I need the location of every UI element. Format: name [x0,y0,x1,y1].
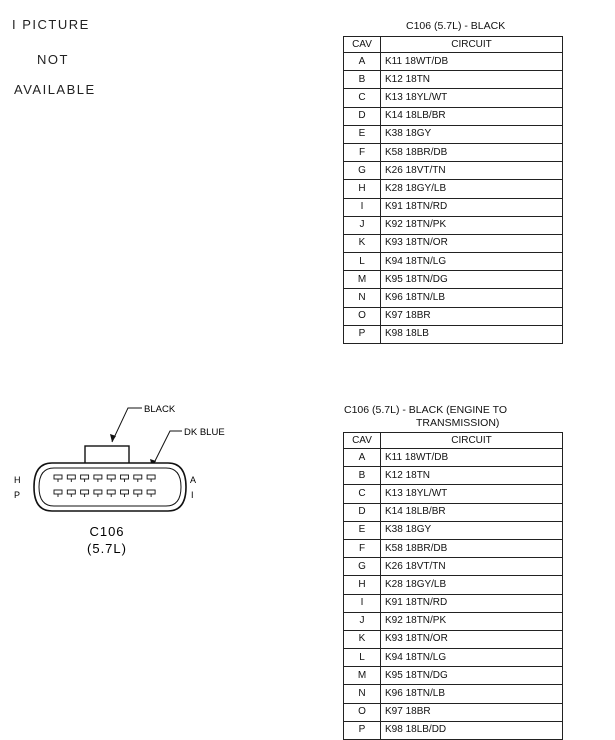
pin-cavity-bottom [121,490,129,494]
table-row [344,234,563,252]
cav-cell: P [344,721,381,739]
pin-cavity-top [94,475,102,479]
circuit-cell: K94 18TN/LG [381,253,563,271]
table-row [344,53,563,71]
circuit-cell: K94 18TN/LG [381,649,563,667]
cav-cell: F [344,539,381,557]
table-header-row [344,37,563,53]
table-row [344,630,563,648]
pinout-table-2 [343,432,563,740]
leader-line-black [112,408,142,442]
table-row [344,89,563,107]
cav-cell: G [344,162,381,180]
circuit-cell: K98 18LB [381,325,563,343]
leader-line-dk-blue [152,431,182,467]
circuit-cell: K97 18BR [381,307,563,325]
cav-cell: E [344,125,381,143]
circuit-cell: K38 18GY [381,521,563,539]
circuit-cell: K28 18GY/LB [381,576,563,594]
circuit-cell: K96 18TN/LB [381,685,563,703]
connector-body-outer [34,463,186,511]
picture-notice-line1: I PICTURE [12,17,90,32]
pin-cavity-bottom [147,490,155,494]
pin-cavity-bottom [107,490,115,494]
table-row [344,180,563,198]
table-row [344,612,563,630]
circuit-cell: K14 18LB/BR [381,107,563,125]
cav-cell: P [344,325,381,343]
table-row [344,162,563,180]
circuit-cell: K95 18TN/DG [381,667,563,685]
pinout-table-1 [343,36,563,344]
table-row [344,594,563,612]
table-row [344,449,563,467]
table-row [344,253,563,271]
circuit-cell: K91 18TN/RD [381,594,563,612]
table-row [344,307,563,325]
table-row [344,685,563,703]
pin-label-h: H [14,475,21,485]
table-row [344,198,563,216]
table-row [344,71,563,89]
table-row [344,467,563,485]
circuit-cell: K58 18BR/DB [381,143,563,161]
table-row [344,216,563,234]
pin-cavity-top [134,475,142,479]
cav-cell: E [344,521,381,539]
connector-name: C106 [89,524,125,539]
pin-cavity-bottom [67,490,75,494]
circuit-cell: K97 18BR [381,703,563,721]
table-row [344,721,563,739]
circuit-cell: K92 18TN/PK [381,612,563,630]
cav-cell: C [344,485,381,503]
cav-cell: H [344,576,381,594]
circuit-cell: K96 18TN/LB [381,289,563,307]
circuit-cell: K26 18VT/TN [381,162,563,180]
circuit-cell: K12 18TN [381,467,563,485]
circuit-cell: K11 18WT/DB [381,449,563,467]
pin-cavity-top [121,475,129,479]
circuit-cell: K11 18WT/DB [381,53,563,71]
circuit-cell: K98 18LB/DD [381,721,563,739]
cav-cell: H [344,180,381,198]
column-header-circuit: CIRCUIT [381,37,563,53]
circuit-cell: K13 18YL/WT [381,485,563,503]
cav-cell: N [344,289,381,307]
circuit-cell: K91 18TN/RD [381,198,563,216]
circuit-cell: K93 18TN/OR [381,234,563,252]
pin-cavity-top [81,475,89,479]
cav-cell: I [344,594,381,612]
circuit-cell: K38 18GY [381,125,563,143]
column-header-cav: CAV [344,433,381,449]
pin-cavity-bottom [134,490,142,494]
table2-title-line1: C106 (5.7L) - BLACK (ENGINE TO [344,404,508,416]
table-row [344,125,563,143]
cav-cell: L [344,253,381,271]
table1-title: C106 (5.7L) - BLACK [406,20,506,32]
table2-title-line2: TRANSMISSION) [416,417,500,429]
table-row [344,107,563,125]
column-header-circuit: CIRCUIT [381,433,563,449]
cav-cell: M [344,271,381,289]
pin-cavity-top [147,475,155,479]
table-row [344,576,563,594]
cav-cell: J [344,216,381,234]
pin-cavity-top [67,475,75,479]
cav-cell: D [344,107,381,125]
table-header-row [344,433,563,449]
cav-cell: B [344,71,381,89]
picture-notice-line2: NOT [37,52,69,67]
pin-label-i: I [191,490,194,500]
label-dk-blue: DK BLUE [184,427,225,438]
table-row [344,649,563,667]
connector-diagram [0,390,240,570]
circuit-cell: K14 18LB/BR [381,503,563,521]
cav-cell: N [344,685,381,703]
table-row [344,485,563,503]
label-black: BLACK [144,404,176,415]
pin-label-a: A [190,475,197,485]
cav-cell: M [344,667,381,685]
pin-cavity-bottom [81,490,89,494]
table-row [344,539,563,557]
pin-cavity-bottom [54,490,62,494]
table-row [344,521,563,539]
circuit-cell: K13 18YL/WT [381,89,563,107]
pin-cavity-top [107,475,115,479]
cav-cell: I [344,198,381,216]
cav-cell: A [344,449,381,467]
pin-label-p: P [14,490,21,500]
pin-cavity-top [54,475,62,479]
table-row [344,558,563,576]
picture-notice-line3: AVAILABLE [14,82,96,97]
circuit-cell: K92 18TN/PK [381,216,563,234]
circuit-cell: K12 18TN [381,71,563,89]
cav-cell: A [344,53,381,71]
circuit-cell: K58 18BR/DB [381,539,563,557]
cav-cell: K [344,630,381,648]
table-row [344,325,563,343]
connector-latch [85,446,129,464]
cav-cell: G [344,558,381,576]
circuit-cell: K26 18VT/TN [381,558,563,576]
table-row [344,289,563,307]
cav-cell: J [344,612,381,630]
circuit-cell: K95 18TN/DG [381,271,563,289]
table-row [344,667,563,685]
cav-cell: O [344,307,381,325]
cav-cell: L [344,649,381,667]
cav-cell: F [344,143,381,161]
pin-cavity-bottom [94,490,102,494]
cav-cell: O [344,703,381,721]
cav-cell: K [344,234,381,252]
table-row [344,143,563,161]
cav-cell: B [344,467,381,485]
circuit-cell: K28 18GY/LB [381,180,563,198]
table-row [344,503,563,521]
table-row [344,271,563,289]
column-header-cav: CAV [344,37,381,53]
cav-cell: D [344,503,381,521]
cav-cell: C [344,89,381,107]
circuit-cell: K93 18TN/OR [381,630,563,648]
table-row [344,703,563,721]
connector-spec: (5.7L) [87,541,127,556]
